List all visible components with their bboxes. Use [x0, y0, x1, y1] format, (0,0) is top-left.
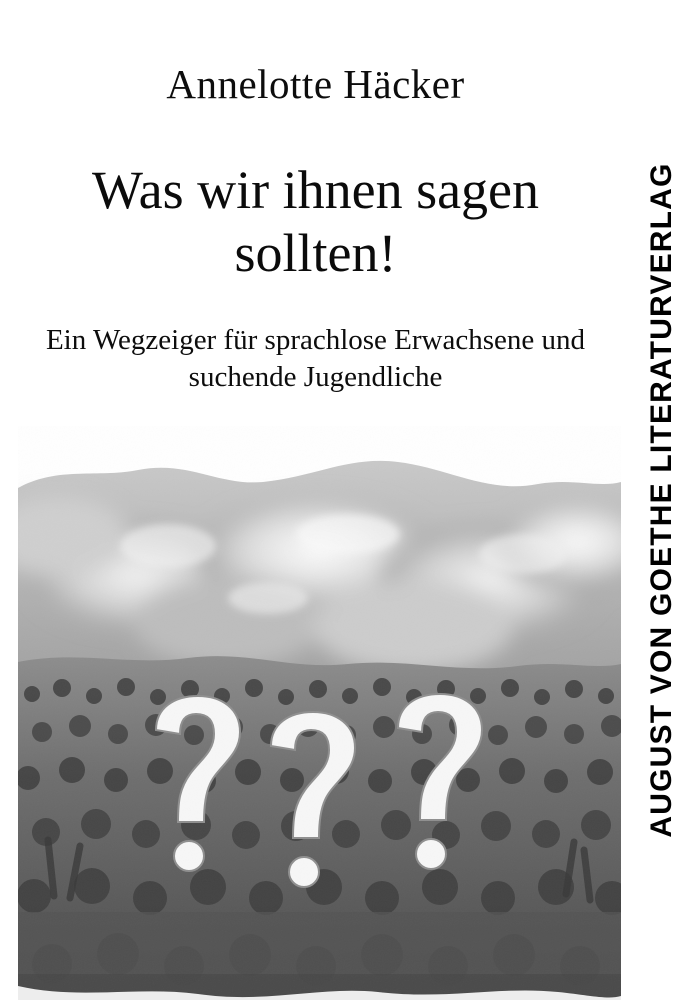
publisher-spine	[631, 0, 693, 1000]
cover-text-block	[0, 0, 631, 397]
publisher-name: AUGUST VON GOETHE LITERATURVERLAG	[645, 162, 678, 838]
book-title: Was wir ihnen sagen sollten!	[91, 160, 540, 283]
author-name: Annelotte Häcker	[166, 61, 465, 107]
crowd-with-question-marks-illustration	[18, 426, 621, 1000]
book-subtitle: Ein Wegzeiger für sprachlose Erwachsene und suchende Jugendliche	[45, 324, 586, 394]
